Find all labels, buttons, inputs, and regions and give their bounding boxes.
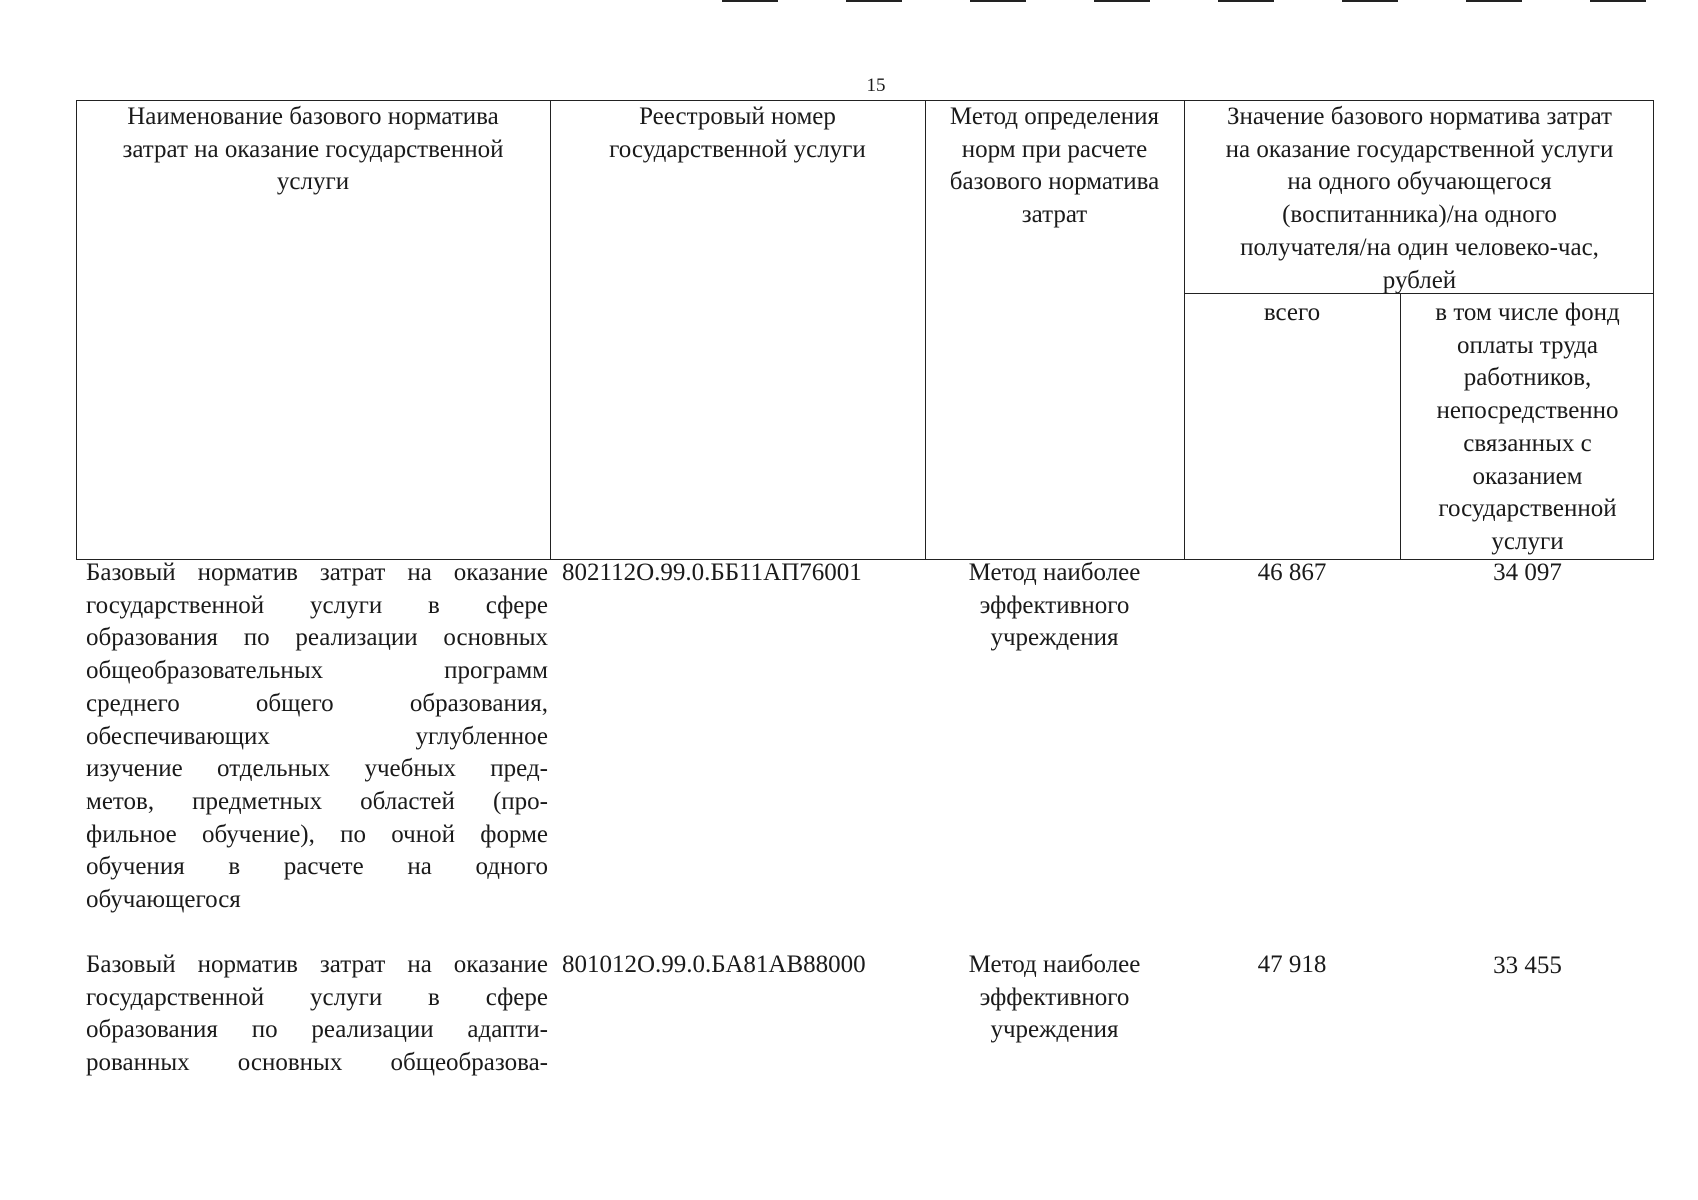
table-row-1-method: Метод наиболее эффективного учреждения <box>968 559 1141 652</box>
top-mark <box>1590 0 1646 2</box>
column-divider <box>1400 293 1401 560</box>
top-mark <box>970 0 1026 2</box>
table-row-1-name: Базовый норматив затрат на оказание государственной услуги в сфере образования по реализации основных общеобразовательных программ среднего общего образования, обеспечивающих углубленное изучение отдельных учебных пред- метов, предметных областей (про- фильное обучение), по очной форме обучения в расчете на одного обучающегося <box>86 559 548 914</box>
top-mark <box>1342 0 1398 2</box>
page-number: 15 <box>866 75 886 96</box>
column-divider <box>1184 100 1185 560</box>
top-mark <box>1094 0 1150 2</box>
header-registry: Реестровый номер государственной услуги <box>609 103 866 163</box>
table-row-1-wage: 34 097 <box>1493 559 1562 586</box>
header-value: Значение базового норматива затрат на оказание государственной услуги на одного обучающегося (воспитанника)/на одного получателя/на один человеко-час, рублей <box>1225 103 1614 294</box>
header-name: Наименование базового норматива затрат на оказание государственной услуги <box>122 103 504 196</box>
header-wage: в том числе фонд оплаты труда работников, непосредственно связанных с оказанием государственной услуги <box>1435 299 1620 555</box>
column-divider <box>550 100 551 560</box>
table-row-1-registry: 802112О.99.0.ББ11АП76001 <box>562 559 862 586</box>
top-mark <box>846 0 902 2</box>
table-row-2-wage: 33 455 <box>1493 952 1562 979</box>
table-row-2-registry: 801012О.99.0.БА81АВ88000 <box>562 951 866 978</box>
table-row-1-total: 46 867 <box>1257 559 1327 586</box>
table-row-2-method: Метод наиболее эффективного учреждения <box>968 951 1141 1044</box>
table-row-2-total: 47 918 <box>1257 951 1327 978</box>
header-method: Метод определения норм при расчете базового норматива затрат <box>949 103 1160 229</box>
column-divider <box>925 100 926 560</box>
top-mark <box>1218 0 1274 2</box>
top-mark <box>722 0 778 2</box>
top-mark <box>1466 0 1522 2</box>
header-total: всего <box>1263 299 1321 326</box>
table-row-2-name: Базовый норматив затрат на оказание государственной услуги в сфере образования по реализации адапти- рованных основных общеобразова- <box>86 951 548 1077</box>
